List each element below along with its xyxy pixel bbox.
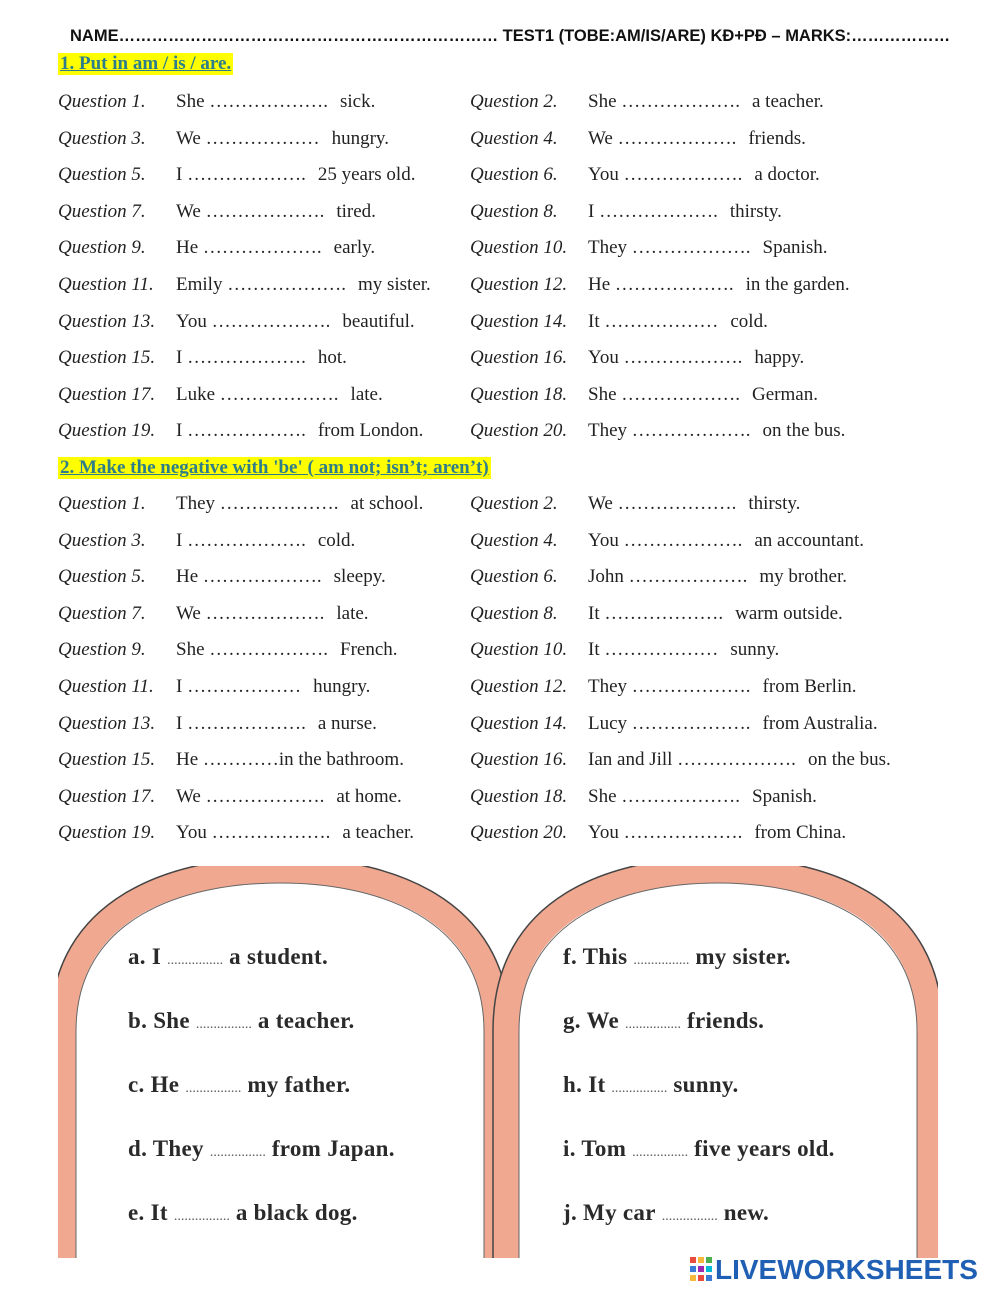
question-label: Question 9. bbox=[58, 639, 146, 661]
question-subject-blank[interactable]: I ………………. bbox=[176, 420, 306, 442]
question-label: Question 13. bbox=[58, 712, 156, 734]
question-row bbox=[0, 493, 1000, 523]
question-predicate: Spanish. bbox=[752, 785, 817, 807]
question-sentence bbox=[588, 530, 864, 552]
question-sentence bbox=[176, 311, 415, 333]
question-sentence bbox=[176, 493, 423, 515]
question-label: Question 8. bbox=[470, 602, 558, 624]
arch-sentence-subject: a. I bbox=[128, 944, 162, 969]
question-predicate: my brother. bbox=[759, 566, 848, 588]
liveworksheets-logo bbox=[690, 1254, 978, 1286]
arch-sentence-subject: j. My car bbox=[563, 1200, 656, 1225]
arch-sentence-subject: h. It bbox=[563, 1072, 606, 1097]
question-row bbox=[0, 713, 1000, 743]
question-sentence bbox=[176, 530, 355, 552]
arch-sentence-predicate: friends. bbox=[687, 1008, 765, 1033]
section-2-title: 2. Make the negative with 'be' ( am not; isn’t; aren’t) bbox=[60, 457, 489, 478]
question-predicate: beautiful. bbox=[342, 310, 415, 332]
question-sentence bbox=[588, 384, 818, 406]
arch-answer-blank[interactable]: ................ bbox=[611, 1081, 668, 1096]
question-sentence bbox=[588, 274, 850, 296]
question-label: Question 12. bbox=[470, 676, 568, 697]
question-predicate: sick. bbox=[340, 91, 376, 112]
question-label: Question 9. bbox=[58, 237, 146, 259]
question-predicate: French. bbox=[340, 639, 398, 661]
question-subject-blank[interactable]: John ………………. bbox=[588, 566, 748, 588]
question-sentence bbox=[588, 420, 845, 442]
question-label: Question 6. bbox=[470, 566, 558, 588]
question-label: Question 14. bbox=[470, 310, 568, 332]
question-subject-blank[interactable]: She ………………. bbox=[176, 639, 328, 661]
question-predicate: my sister. bbox=[357, 274, 431, 295]
question-subject-blank[interactable]: We ………………. bbox=[588, 127, 737, 149]
question-subject-blank[interactable]: Lucy ………………. bbox=[588, 712, 751, 734]
question-predicate: on the bus. bbox=[807, 749, 891, 771]
arch-sentence-subject: f. This bbox=[563, 944, 628, 969]
question-predicate: a doctor. bbox=[754, 164, 820, 186]
arch-sentence-subject: d. They bbox=[128, 1136, 204, 1161]
question-predicate: on the bus. bbox=[762, 420, 846, 442]
question-subject-blank[interactable]: He ………………. bbox=[176, 237, 322, 259]
question-subject-blank[interactable]: You ………………. bbox=[588, 347, 743, 369]
question-subject-blank[interactable]: You ………………. bbox=[176, 822, 331, 844]
question-row bbox=[0, 91, 1000, 121]
arch-answer-blank[interactable]: ................ bbox=[625, 1017, 682, 1032]
question-label: Question 13. bbox=[58, 310, 156, 332]
question-label: Question 7. bbox=[58, 602, 146, 624]
arch-exercise-panel bbox=[58, 866, 938, 1258]
arch-sentence bbox=[128, 1008, 355, 1034]
arch-answer-blank[interactable]: ................ bbox=[167, 953, 224, 968]
question-label: Question 5. bbox=[58, 164, 146, 186]
question-row bbox=[0, 676, 1000, 706]
worksheet-header: NAME…………………………………………………………… TEST1 (TOBE:AM/IS/ARE) KĐ+PĐ – MARKS:……………… bbox=[70, 27, 951, 45]
question-subject-blank[interactable]: You ………………. bbox=[176, 310, 331, 332]
arch-answer-blank[interactable]: ................ bbox=[173, 1209, 230, 1224]
arch-sentence-predicate: five years old. bbox=[694, 1136, 835, 1161]
arch-sentence bbox=[563, 944, 791, 970]
arch-answer-blank[interactable]: ................ bbox=[661, 1209, 718, 1224]
question-label: Question 19. bbox=[58, 420, 156, 442]
question-label: Question 10. bbox=[470, 639, 568, 661]
question-predicate: tired. bbox=[336, 200, 376, 222]
question-sentence bbox=[176, 91, 375, 113]
arch-sentence bbox=[128, 1136, 395, 1162]
arch-sentence bbox=[563, 1136, 835, 1162]
arch-sentence-predicate: my sister. bbox=[695, 944, 791, 969]
question-row bbox=[0, 128, 1000, 158]
arch-sentence-subject: b. She bbox=[128, 1008, 190, 1033]
question-label: Question 16. bbox=[470, 347, 568, 369]
question-label: Question 11. bbox=[58, 274, 154, 295]
question-subject-blank[interactable]: They ………………. bbox=[588, 676, 751, 697]
question-sentence bbox=[176, 128, 389, 150]
question-label: Question 4. bbox=[470, 127, 558, 149]
question-predicate: from London. bbox=[317, 420, 424, 442]
question-row bbox=[0, 639, 1000, 669]
question-sentence bbox=[588, 311, 768, 333]
question-sentence bbox=[588, 164, 820, 186]
question-label: Question 5. bbox=[58, 566, 146, 588]
question-predicate: cold. bbox=[317, 529, 356, 551]
question-sentence bbox=[588, 347, 804, 369]
question-subject-blank[interactable]: We ………………. bbox=[176, 785, 325, 807]
arch-answer-blank[interactable]: ................ bbox=[185, 1081, 242, 1096]
question-subject-blank[interactable]: She ………………. bbox=[588, 91, 740, 112]
question-label: Question 17. bbox=[58, 785, 156, 807]
arch-sentence-predicate: a teacher. bbox=[257, 1008, 355, 1033]
arch-sentence-predicate: from Japan. bbox=[271, 1136, 395, 1161]
question-label: Question 20. bbox=[470, 420, 568, 442]
question-row bbox=[0, 786, 1000, 816]
question-sentence bbox=[588, 128, 806, 150]
question-sentence bbox=[176, 201, 376, 223]
question-sentence bbox=[176, 237, 375, 259]
question-label: Question 1. bbox=[58, 91, 146, 112]
liveworksheets-logo-icon bbox=[690, 1257, 712, 1281]
question-row bbox=[0, 274, 1000, 304]
question-sentence bbox=[588, 713, 878, 735]
question-subject-blank[interactable]: I ……………… bbox=[176, 676, 302, 697]
question-row bbox=[0, 603, 1000, 633]
question-sentence bbox=[588, 493, 800, 515]
question-predicate: thirsty. bbox=[748, 493, 801, 514]
arch-sentence-predicate: new. bbox=[723, 1200, 770, 1225]
question-predicate: from Australia. bbox=[762, 712, 878, 734]
question-subject-blank[interactable]: They ………………. bbox=[588, 237, 751, 259]
question-sentence bbox=[176, 676, 370, 698]
question-sentence bbox=[176, 603, 369, 625]
question-label: Question 2. bbox=[470, 91, 558, 112]
question-row bbox=[0, 749, 1000, 779]
question-predicate: cold. bbox=[730, 310, 768, 332]
question-subject-blank[interactable]: She ………………. bbox=[176, 91, 328, 112]
arch-sentence-predicate: a student. bbox=[229, 944, 329, 969]
question-subject-blank[interactable]: I ………………. bbox=[176, 712, 306, 734]
question-predicate: 25 years old. bbox=[317, 164, 416, 186]
question-label: Question 7. bbox=[58, 200, 146, 222]
question-label: Question 3. bbox=[58, 529, 146, 551]
arch-sentence bbox=[128, 944, 328, 970]
question-label: Question 15. bbox=[58, 749, 156, 771]
question-predicate: at home. bbox=[336, 785, 402, 807]
question-label: Question 18. bbox=[470, 383, 568, 405]
question-sentence bbox=[176, 566, 386, 588]
question-row bbox=[0, 384, 1000, 414]
question-predicate: sunny. bbox=[730, 639, 780, 661]
question-predicate: from Berlin. bbox=[762, 676, 857, 697]
question-predicate: late. bbox=[336, 602, 369, 624]
arch-sentence bbox=[563, 1200, 769, 1226]
question-row bbox=[0, 347, 1000, 377]
question-subject-blank[interactable]: Emily ………………. bbox=[176, 274, 346, 295]
question-sentence bbox=[588, 676, 856, 698]
arch-sentence bbox=[128, 1200, 358, 1226]
question-subject-blank[interactable]: We ………………. bbox=[176, 602, 325, 624]
question-row bbox=[0, 530, 1000, 560]
question-label: Question 18. bbox=[470, 785, 568, 807]
question-predicate: happy. bbox=[754, 347, 805, 369]
arch-answer-blank[interactable]: ................ bbox=[195, 1017, 252, 1032]
arch-sentence-subject: i. Tom bbox=[563, 1136, 627, 1161]
question-subject-blank[interactable]: They ………………. bbox=[176, 493, 339, 514]
question-sentence bbox=[176, 384, 383, 406]
question-predicate: early. bbox=[333, 237, 376, 259]
question-row bbox=[0, 566, 1000, 596]
question-row bbox=[0, 237, 1000, 267]
question-sentence bbox=[588, 91, 824, 113]
question-subject-blank[interactable]: I ………………. bbox=[176, 164, 306, 186]
question-predicate: hot. bbox=[317, 347, 347, 369]
question-subject-blank[interactable]: It ……………… bbox=[588, 310, 719, 332]
question-predicate: thirsty. bbox=[729, 200, 782, 222]
question-row bbox=[0, 822, 1000, 852]
question-predicate: warm outside. bbox=[735, 602, 843, 624]
arch-sentence bbox=[128, 1072, 350, 1098]
arch-answer-blank[interactable]: ................ bbox=[633, 953, 690, 968]
arch-sentence-subject: c. He bbox=[128, 1072, 180, 1097]
question-subject-blank[interactable]: He …………in the bathroom. bbox=[176, 749, 404, 771]
question-label: Question 10. bbox=[470, 237, 568, 259]
question-label: Question 4. bbox=[470, 529, 558, 551]
question-label: Question 8. bbox=[470, 200, 558, 222]
question-subject-blank[interactable]: I ………………. bbox=[588, 200, 718, 222]
question-sentence bbox=[176, 347, 347, 369]
arch-sentence-predicate: sunny. bbox=[673, 1072, 739, 1097]
question-subject-blank[interactable]: She ………………. bbox=[588, 383, 740, 405]
question-subject-blank[interactable]: Luke ………………. bbox=[176, 383, 339, 405]
arch-answer-blank[interactable]: ................ bbox=[209, 1145, 266, 1160]
question-label: Question 3. bbox=[58, 127, 146, 149]
arch-sentence-predicate: a black dog. bbox=[235, 1200, 358, 1225]
section-1-title: 1. Put in am / is / are. bbox=[60, 53, 232, 74]
arch-sentence bbox=[563, 1008, 764, 1034]
question-predicate: hungry. bbox=[313, 676, 371, 697]
question-subject-blank[interactable]: Ian and Jill ………………. bbox=[588, 749, 796, 771]
question-predicate: German. bbox=[752, 383, 818, 405]
question-predicate: in the garden. bbox=[745, 274, 850, 295]
question-label: Question 19. bbox=[58, 822, 156, 844]
question-sentence bbox=[176, 822, 414, 844]
question-predicate: Spanish. bbox=[762, 237, 828, 259]
question-sentence bbox=[588, 639, 779, 661]
question-predicate: late. bbox=[350, 383, 383, 405]
question-predicate: at school. bbox=[350, 493, 424, 514]
arch-sentence-subject: e. It bbox=[128, 1200, 168, 1225]
question-predicate: sleepy. bbox=[333, 566, 386, 588]
question-sentence bbox=[588, 566, 847, 588]
question-subject-blank[interactable]: It ……………… bbox=[588, 639, 719, 661]
question-label: Question 12. bbox=[470, 274, 568, 295]
question-row bbox=[0, 164, 1000, 194]
question-label: Question 17. bbox=[58, 383, 156, 405]
question-label: Question 6. bbox=[470, 164, 558, 186]
question-sentence bbox=[176, 713, 377, 735]
question-subject-blank[interactable]: We ………………. bbox=[176, 200, 325, 222]
question-predicate: from China. bbox=[754, 822, 847, 844]
question-subject-blank[interactable]: She ………………. bbox=[588, 785, 740, 807]
question-subject-blank[interactable]: You ………………. bbox=[588, 822, 743, 844]
question-sentence bbox=[176, 749, 416, 771]
question-predicate: a teacher. bbox=[342, 822, 415, 844]
question-sentence bbox=[588, 237, 827, 259]
question-sentence bbox=[588, 822, 846, 844]
question-subject-blank[interactable]: He ………………. bbox=[176, 566, 322, 588]
question-label: Question 2. bbox=[470, 493, 558, 514]
liveworksheets-logo-text: LIVEWORKSHEETS bbox=[715, 1254, 978, 1285]
question-label: Question 14. bbox=[470, 712, 568, 734]
question-subject-blank[interactable]: You ………………. bbox=[588, 529, 743, 551]
question-subject-blank[interactable]: We ……………… bbox=[176, 127, 320, 149]
question-predicate: an accountant. bbox=[754, 529, 865, 551]
question-subject-blank[interactable]: It ………………. bbox=[588, 602, 724, 624]
question-subject-blank[interactable]: He ………………. bbox=[588, 274, 734, 295]
arch-sentence-subject: g. We bbox=[563, 1008, 620, 1033]
question-predicate: friends. bbox=[748, 127, 806, 149]
question-sentence bbox=[588, 201, 782, 223]
question-sentence bbox=[176, 420, 423, 442]
question-sentence bbox=[176, 639, 398, 661]
question-label: Question 1. bbox=[58, 493, 146, 514]
question-row bbox=[0, 311, 1000, 341]
arch-sentence-predicate: my father. bbox=[247, 1072, 351, 1097]
question-subject-blank[interactable]: I ………………. bbox=[176, 529, 306, 551]
question-predicate: a teacher. bbox=[752, 91, 824, 112]
question-sentence bbox=[588, 749, 891, 771]
question-subject-blank[interactable]: You ………………. bbox=[588, 164, 743, 186]
question-label: Question 15. bbox=[58, 347, 156, 369]
question-row bbox=[0, 420, 1000, 450]
question-subject-blank[interactable]: I ………………. bbox=[176, 347, 306, 369]
arch-sentence bbox=[563, 1072, 739, 1098]
question-sentence bbox=[176, 274, 431, 296]
arch-answer-blank[interactable]: ................ bbox=[632, 1145, 689, 1160]
question-sentence bbox=[176, 164, 415, 186]
question-sentence bbox=[588, 786, 817, 808]
question-predicate: hungry. bbox=[331, 127, 389, 149]
question-subject-blank[interactable]: They ………………. bbox=[588, 420, 751, 442]
question-label: Question 16. bbox=[470, 749, 568, 771]
question-label: Question 11. bbox=[58, 676, 154, 697]
question-label: Question 20. bbox=[470, 822, 568, 844]
question-predicate: a nurse. bbox=[317, 712, 377, 734]
question-sentence bbox=[176, 786, 402, 808]
question-subject-blank[interactable]: We ………………. bbox=[588, 493, 737, 514]
question-sentence bbox=[588, 603, 843, 625]
question-row bbox=[0, 201, 1000, 231]
